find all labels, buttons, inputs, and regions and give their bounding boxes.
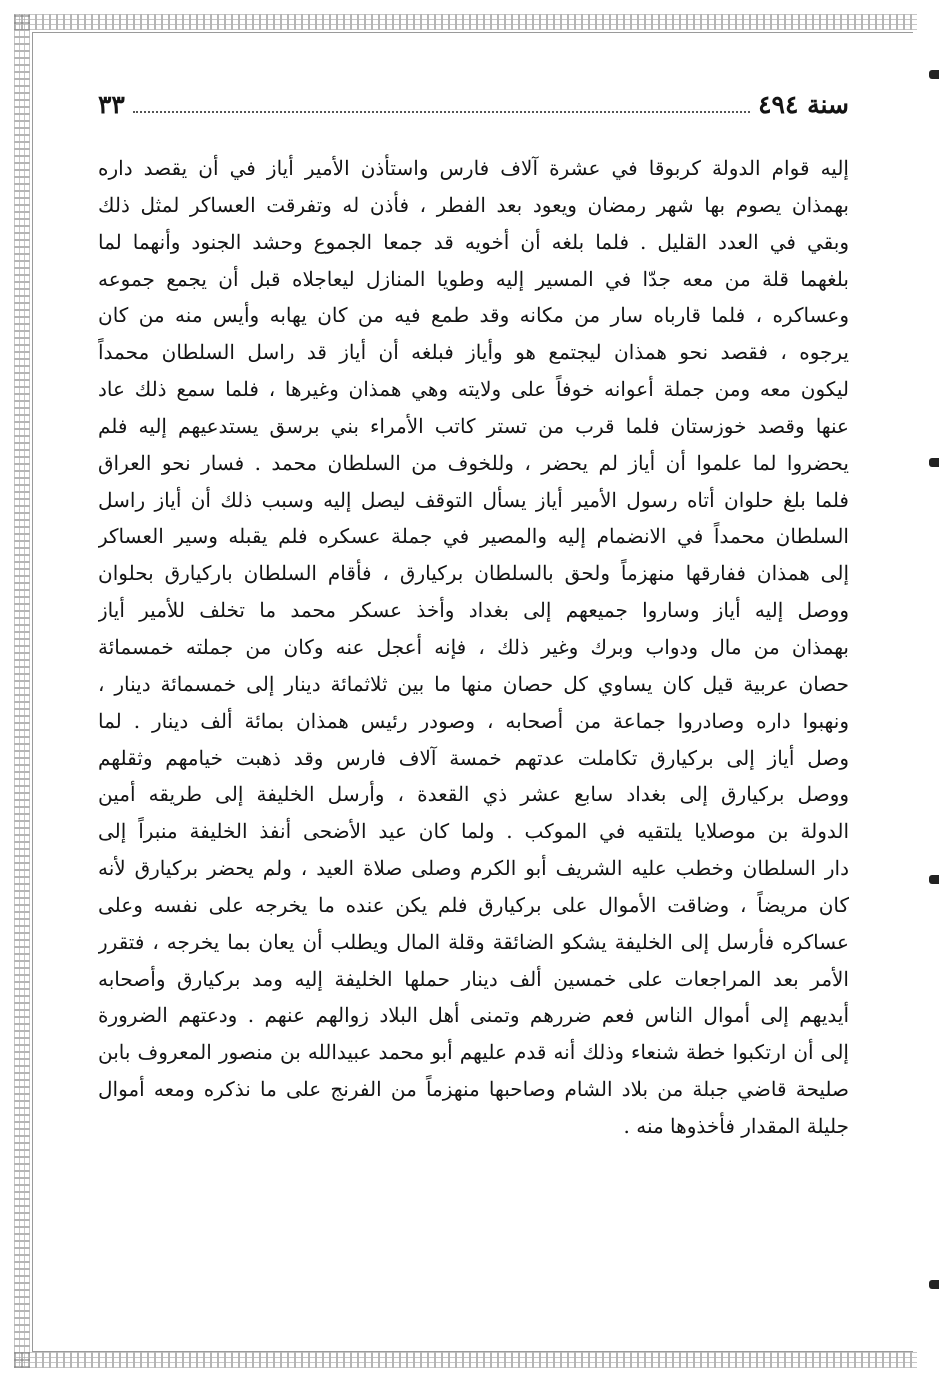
running-head-year: سنة ٤٩٤ [758,90,849,119]
header-dotted-leader [133,110,750,113]
scan-mark [929,1280,939,1289]
text-line: أيديهم إلى أموال الناس فعم ضررهم وتمنى أهل البلاد زوالهم عنهم . ودعتهم الضرورة [98,1003,849,1028]
scan-mark [929,458,939,467]
text-line: وعساكره ، فلما قارباه سار من مكانه وقد طمع فيه من كان يهابه وأيس منه من كان [98,303,849,328]
text-line: يحضروا لما علموا أن أياز لم يحضر ، وللخوف من السلطان محمد . فسار نحو العراق [98,450,849,475]
text-line: بهمذان يصوم بها شهر رمضان ويعود بعد الفطر ، فأذن له وتفرقت العساكر لمثل ذلك [98,192,849,217]
body-text [98,150,849,1145]
scan-mark [929,70,939,79]
text-line: جليلة المقدار فأخذوها منه . [623,1113,849,1138]
page-header [98,88,849,120]
text-line: بهمذان من مال ودواب وبرك وغير ذلك ، فإنه أعجل عنه وكان من جملته خمسمائة [98,634,849,659]
text-line: عساكره فأرسل إلى الخليفة يشكو الضائقة وقلة المال ويطلب أن يعان بما يخرجه ، فتقرر [98,929,849,954]
text-line: دار السلطان وخطب عليه الشريف أبو الكرم وصلى صلاة العيد ، ولم يحضر بركيارق لأنه [98,856,849,881]
text-line: ووصل بركيارق إلى بغداد سابع عشر ذي القعدة ، وأرسل الخليفة إلى طريقه أمين [98,782,849,807]
text-line: السلطان محمداً في الانضمام إليه والمصير في جملة عسكره فلم يقبله وسير العساكر [98,524,849,549]
decorative-border-top [14,14,917,30]
text-line: فلما بلغ حلوان أتاه رسول الأمير أياز يسأل التوقف ليصل إليه وسبب ذلك أن أياز راسل [98,487,849,512]
text-line: الدولة بن موصلايا يلتقيه في الموكب . ولما كان عيد الأضحى أنفذ الخليفة منبراً إلى [98,819,849,844]
text-line: ونهبوا داره وصادروا جماعة من أصحابه ، وصودر رئيس همذان بمائة ألف دينار . لما [98,708,849,733]
text-line: ووصل إليه أياز وساروا جميعهم إلى بغداد وأخذ عسكر محمد ما تخلف للأمير أياز [98,598,849,623]
text-line: عنها وقصد خوزستان فلما قرب من تستر كاتب الأمراء بني برسق يستدعيهم إليه فلم [98,413,849,438]
text-line: حصان عربية قيل كان يساوي كل حصان منها ما بين ثلاثمائة دينار إلى خمسمائة دينار ، [98,671,849,696]
text-line: إليه قوام الدولة كربوقا في عشرة آلاف فارس واستأذن الأمير أياز في أن يقصد داره [98,156,849,180]
text-line: وبقي في العدد القليل . فلما بلغه أن أخويه قد جمعا الجموع وحشد الجنود وأنهما لما [98,229,849,254]
text-line: إلى أن ارتكبوا خطة شنعاء وذلك أنه قدم عليهم أبو محمد عبيدالله بن منصور المعروف بابن [98,1040,849,1065]
text-line: الأمر بعد المراجعات على خمسين ألف دينار حملها الخليفة إليه ومد بركيارق وأصحابه [98,966,849,991]
decorative-border-bottom [14,1352,917,1368]
page-number: ٣٣ [98,90,125,119]
text-line: يرجوه ، فقصد نحو همذان ليجتمع هو وأياز فبلغه أن أياز قد راسل السلطان محمداً [98,340,849,365]
decorative-border-left [14,14,30,1368]
text-line: بلغهما قلة من معه جدّا في المسير إليه وطويا المنازل ليعاجلاه قبل أن يجمع جموعه [98,266,849,291]
text-line: وصل أياز إلى بركيارق تكاملت عدتهم خمسة آلاف فارس وقد ذهبت خيامهم وثقلهم [98,745,849,770]
text-line: كان مريضاً ، وضاقت الأموال على بركيارق فلم يكن عنده ما يخرجه على نفسه وعلى [98,892,849,917]
scan-mark [929,875,939,884]
text-line: ليكون معه ومن جملة أعوانه خوفاً على ولايته وهي همذان وغيرها ، فلما سمع ذلك عاد [98,377,849,402]
text-line: صليحة قاضي جبلة من بلاد الشام وصاحبها منهزماً من الفرنج على ما نذكره ومعه أموال [98,1077,849,1102]
text-line: إلى همذان ففارقها منهزماً ولحق بالسلطان بركيارق ، فأقام السلطان باركيارق بحلوان [98,561,849,586]
